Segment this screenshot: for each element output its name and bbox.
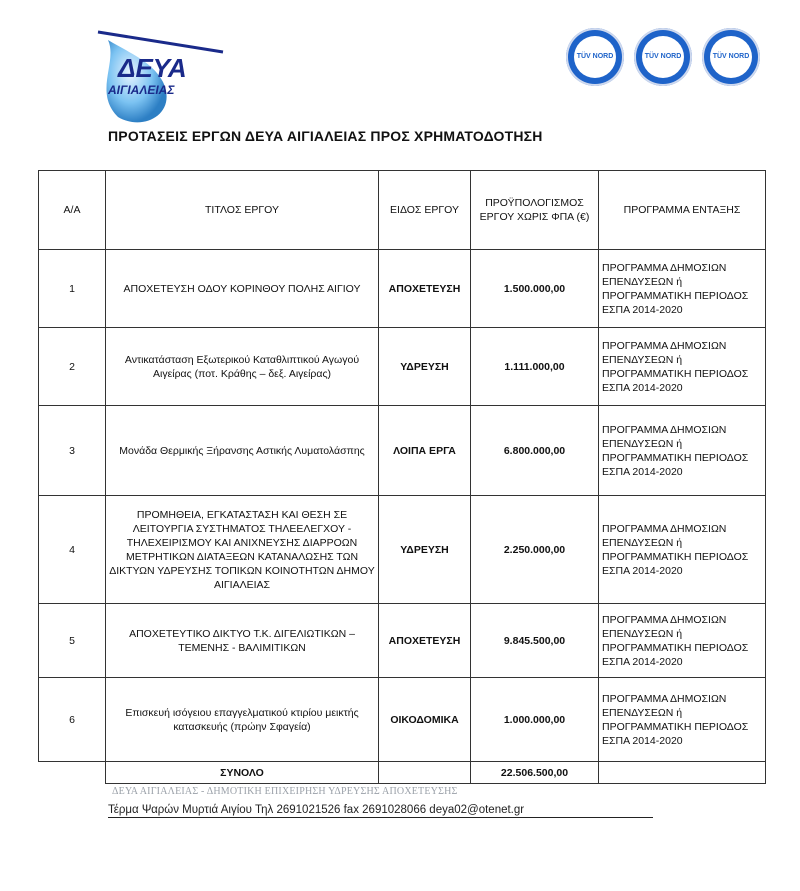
row-budget: 2.250.000,00 <box>471 496 599 604</box>
svg-text:ΑΙΓΙΑΛΕΙΑΣ: ΑΙΓΙΑΛΕΙΑΣ <box>108 83 175 97</box>
table-row <box>39 250 766 328</box>
row-type: ΑΠΟΧΕΤΕΥΣΗ <box>379 250 471 328</box>
row-aa: 1 <box>39 250 106 328</box>
row-program: ΠΡΟΓΡΑΜΜΑ ΔΗΜΟΣΙΩΝ ΕΠΕΝΔΥΣΕΩΝ ή ΠΡΟΓΡΑΜΜΑΤΙΚΗ ΠΕΡΙΟΔΟΣ ΕΣΠΑ 2014-2020 <box>599 678 766 762</box>
header-aa: Α/Α <box>39 171 106 250</box>
row-type: ΛΟΙΠΑ ΕΡΓΑ <box>379 406 471 496</box>
svg-text:ΔΕΥΑ: ΔΕΥΑ <box>118 53 187 83</box>
row-program: ΠΡΟΓΡΑΜΜΑ ΔΗΜΟΣΙΩΝ ΕΠΕΝΔΥΣΕΩΝ ή ΠΡΟΓΡΑΜΜΑΤΙΚΗ ΠΕΡΙΟΔΟΣ ΕΣΠΑ 2014-2020 <box>599 250 766 328</box>
tuv-cert-text: TÜV NORD <box>642 36 684 78</box>
row-aa: 5 <box>39 604 106 678</box>
row-title: Επισκευή ισόγειου επαγγελματικού κτιρίου μεικτής κατασκευής (πρώην Σφαγεία) <box>106 678 379 762</box>
tuv-cert-badge <box>634 28 692 86</box>
tuv-cert-badge <box>702 28 760 86</box>
footer-contact: Τέρμα Ψαρών Μυρτιά Αιγίου Τηλ 2691021526 fax 2691028066 deya02@otenet.gr <box>108 804 653 818</box>
total-value: 22.506.500,00 <box>471 762 599 784</box>
total-label: ΣΥΝΟΛΟ <box>106 762 379 784</box>
table-row <box>39 678 766 762</box>
table-row <box>39 406 766 496</box>
row-budget: 1.000.000,00 <box>471 678 599 762</box>
row-type: ΥΔΡΕΥΣΗ <box>379 496 471 604</box>
total-empty-program <box>599 762 766 784</box>
total-empty-type <box>379 762 471 784</box>
table-row <box>39 604 766 678</box>
table-row <box>39 496 766 604</box>
tuv-cert-badge <box>566 28 624 86</box>
table-row <box>39 328 766 406</box>
tuv-cert-text: TÜV NORD <box>710 36 752 78</box>
certification-badges <box>566 28 760 86</box>
row-aa: 6 <box>39 678 106 762</box>
deya-logo <box>88 22 228 132</box>
row-program: ΠΡΟΓΡΑΜΜΑ ΔΗΜΟΣΙΩΝ ΕΠΕΝΔΥΣΕΩΝ ή ΠΡΟΓΡΑΜΜΑΤΙΚΗ ΠΕΡΙΟΔΟΣ ΕΣΠΑ 2014-2020 <box>599 328 766 406</box>
page-title: ΠΡΟΤΑΣΕΙΣ ΕΡΓΩΝ ΔΕΥΑ ΑΙΓΙΑΛΕΙΑΣ ΠΡΟΣ ΧΡΗΜΑΤΟΔΟΤΗΣΗ <box>108 128 543 144</box>
footer-org: ΔΕΥΑ ΑΙΓΙΑΛΕΙΑΣ - ΔΗΜΟΤΙΚΗ ΕΠΙΧΕΙΡΗΣΗ ΥΔΡΕΥΣΗΣ ΑΠΟΧΕΤΕΥΣΗΣ <box>112 786 458 797</box>
header-title: ΤΙΤΛΟΣ ΕΡΓΟΥ <box>106 171 379 250</box>
row-budget: 9.845.500,00 <box>471 604 599 678</box>
header-program: ΠΡΟΓΡΑΜΜΑ ΕΝΤΑΞΗΣ <box>599 171 766 250</box>
row-aa: 4 <box>39 496 106 604</box>
row-program: ΠΡΟΓΡΑΜΜΑ ΔΗΜΟΣΙΩΝ ΕΠΕΝΔΥΣΕΩΝ ή ΠΡΟΓΡΑΜΜΑΤΙΚΗ ΠΕΡΙΟΔΟΣ ΕΣΠΑ 2014-2020 <box>599 496 766 604</box>
row-aa: 2 <box>39 328 106 406</box>
total-empty-aa <box>39 762 106 784</box>
row-type: ΟΙΚΟΔΟΜΙΚΑ <box>379 678 471 762</box>
row-title: ΑΠΟΧΕΤΕΥΤΙΚΟ ΔΙΚΤΥΟ Τ.Κ. ΔΙΓΕΛΙΩΤΙΚΩΝ – ΤΕΜΕΝΗΣ - ΒΑΛΙΜΙΤΙΚΩΝ <box>106 604 379 678</box>
row-title: Μονάδα Θερμικής Ξήρανσης Αστικής Λυματολάσπης <box>106 406 379 496</box>
row-type: ΑΠΟΧΕΤΕΥΣΗ <box>379 604 471 678</box>
row-title: Αντικατάσταση Εξωτερικού Καταθλιπτικού Αγωγού Αιγείρας (ποτ. Κράθης – δεξ. Αιγείρας) <box>106 328 379 406</box>
row-budget: 6.800.000,00 <box>471 406 599 496</box>
projects-table <box>38 170 766 784</box>
header-type: ΕΙΔΟΣ ΕΡΓΟΥ <box>379 171 471 250</box>
table-header-row <box>39 171 766 250</box>
tuv-cert-text: TÜV NORD <box>574 36 616 78</box>
total-row <box>39 762 766 784</box>
row-program: ΠΡΟΓΡΑΜΜΑ ΔΗΜΟΣΙΩΝ ΕΠΕΝΔΥΣΕΩΝ ή ΠΡΟΓΡΑΜΜΑΤΙΚΗ ΠΕΡΙΟΔΟΣ ΕΣΠΑ 2014-2020 <box>599 604 766 678</box>
row-type: ΥΔΡΕΥΣΗ <box>379 328 471 406</box>
header-budget: ΠΡΟΫΠΟΛΟΓΙΣΜΟΣ ΕΡΓΟΥ ΧΩΡΙΣ ΦΠΑ (€) <box>471 171 599 250</box>
row-budget: 1.500.000,00 <box>471 250 599 328</box>
row-title: ΠΡΟΜΗΘΕΙΑ, ΕΓΚΑΤΑΣΤΑΣΗ ΚΑΙ ΘΕΣΗ ΣΕ ΛΕΙΤΟΥΡΓΙΑ ΣΥΣΤΗΜΑΤΟΣ ΤΗΛΕΕΛΕΓΧΟΥ - ΤΗΛΕΧΕΙΡΙΣΜΟΥ ΚΑΙ ΑΝΙΧΝΕΥΣΗΣ ΔΙΑΡΡΟΩΝ ΜΕΤΡΗΤΙΚΩΝ ΔΙΑΤΑΞΕΩΝ ΚΑΤΑΝΑΛΩΣΗΣ ΤΩΝ ΔΙΚΤΥΩΝ ΥΔΡΕΥΣΗΣ ΤΟΠΙΚΩΝ ΚΟΙΝΟΤΗΤΩΝ ΔΗΜΟΥ ΑΙΓΙΑΛΕΙΑΣ <box>106 496 379 604</box>
row-program: ΠΡΟΓΡΑΜΜΑ ΔΗΜΟΣΙΩΝ ΕΠΕΝΔΥΣΕΩΝ ή ΠΡΟΓΡΑΜΜΑΤΙΚΗ ΠΕΡΙΟΔΟΣ ΕΣΠΑ 2014-2020 <box>599 406 766 496</box>
row-budget: 1.111.000,00 <box>471 328 599 406</box>
row-title: ΑΠΟΧΕΤΕΥΣΗ ΟΔΟΥ ΚΟΡΙΝΘΟΥ ΠΟΛΗΣ ΑΙΓΙΟΥ <box>106 250 379 328</box>
row-aa: 3 <box>39 406 106 496</box>
